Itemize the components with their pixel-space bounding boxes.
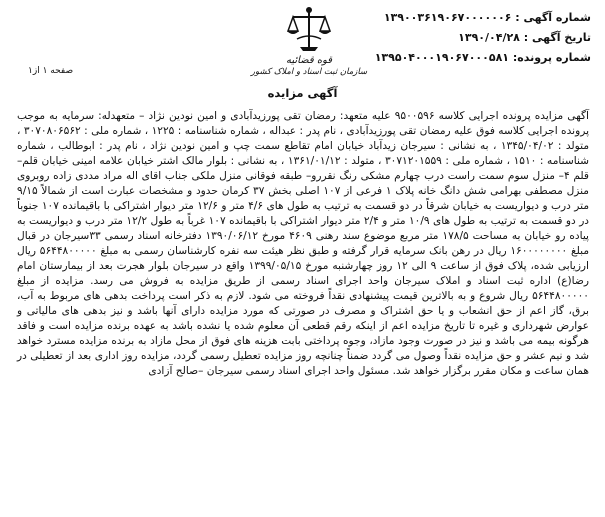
logo-title: قوه قضائیه	[285, 55, 333, 66]
judiciary-logo	[234, 5, 384, 87]
auction-notice-body: آگهی مزایده پرونده اجرایی کلاسه ۹۵۰۰۵۹۶ علیه متعهد: رمضان تقی پورزیدآبادی و امین نودین نژاد – متعهدله: سرمایه به موجب پرونده اجرایی کلاسه فوق علیه رمضان تقی پورزیدآبادی ، نام پدر : عبداله ، شماره شناسنامه : ۱۲۲۵ ، شماره ملی : ۳۰۷۰۸۰۶۵۶۲ ، متولد : ۱۳۴۵/۰۴/۰۲ ، به نشانی : سیرجان زیدآباد خیابان امام تقاطع سمت چپ و امین نودین نژاد ، نام پدر : ابوطالب ، شماره شناسنامه : ۱۵۱۰ ، شماره ملی : ۳۰۷۱۲۰۱۵۵۹ ، متولد : ۱۳۶۱/۰۱/۱۲ ، به نشانی : بلوار مالک اشتر خیابان علامه امینی خیابان قلم– قلم ۴– منزل سوم سمت راست درب چهارم مشکی رنگ نقررو– طبقه فوقانی منزل ملکی جناب اقای اله مراد مددی زاده روبروی منزل مصطفی بهرامی شش دانگ خانه پلاک ۱ فرعی از ۱۰۷ اصلی بخش ۳۷ کرمان حدود و مشخصات عبارت است از شمالاً ۹/۱۵ متر درب و دیواریست به خیابان شرقاً در دو قسمت به ترتیب به طول های ۴/۶ متر و ۱۲/۶ متر دیوار اشتراکی با باقیمانده ۱۰۷ جنوباً در دو قسمت به ترتیب به طول های ۱۰/۹ متر و ۲/۴ متر دیوار اشتراکی با باقیمانده ۱۰۷ غرباً به طول ۱۲/۲ متر درب و دیواریست به پیاده رو خیابان به مساحت ۱۷۸/۵ متر مربع موضوع سند رهنی ۴۶۰۹ مورخ ۱۳۹۰/۰۶/۱۲ دفترخانه اسناد رسمی ۳۳سیرجان در قبال مبلغ ۱۶۰۰۰۰۰۰۰۰ ریال در رهن بانک سرمایه قرار گرفته و طبق نظر هیئت سه نفره کارشناسان رسمی به مبلغ ۵۶۴۴۸۰۰۰۰۰ ریال ارزیابی شده، پلاک فوق از ساعت ۹ الی ۱۲ روز چهارشنبه مورخ ۱۳۹۹/۰۵/۱۵ واقع در سیرجان بلوار هجرت بعد از بیمارستان امام رضا(ع) اداره ثبت اسناد و املاک سیرجان واحد اجرای اسناد رسمی از طریق مزایده به فروش می رسد. مزایده از مبلغ ۵۶۴۴۸۰۰۰۰۰ ریال شروع و به بالاترین قیمت پیشنهادی نقداً فروخته می شود. لازم به ذکر است پرداخت بدهی های مربوط به آب، برق، گاز اعم از حق انشعاب و یا حق اشتراک و مصرف در صورتی که مورد مزایده دارای آنها باشد و نیز بدهی های مالیاتی و عوارض شهرداری و غیره تا تاریخ مزایده اعم از اینکه رقم قطعی آن معلوم شده یا نشده باشد به عهده برنده مزایده است و فاقد هرگونه بیمه می باشد و نیز در صورت وجود مازاد، وجوه پرداختی بابت هزینه های فوق از محل مازاد به برنده مزایده مسترد خواهد شد و نیم عشر و حق مزایده نقداً وصول می گردد ضمناً چنانچه روز مزایده تعطیل رسمی گردد، مزایده روز اداری بعد از تعطیلی در همان ساعت و مکان مقرر برگزار خواهد شد. مسئول واحد اجرای اسناد رسمی سیرجان –صالح آزادی	[17, 110, 590, 377]
scales-emblem-icon	[285, 5, 333, 55]
document-title: آگهی مزایده	[267, 86, 338, 100]
logo-subtitle: سازمان ثبت اسناد و املاک کشور	[250, 67, 368, 77]
ad-meta	[375, 8, 591, 68]
ad-number: شماره آگهی : ۱۳۹۰۰۳۶۱۹۰۶۷۰۰۰۰۰۰۶	[383, 11, 591, 24]
ad-date: تاریخ آگهی : ۱۳۹۰/۰۴/۲۸	[458, 31, 591, 44]
case-number: شماره پرونده: ۱۳۹۵۰۴۰۰۰۱۹۰۶۷۰۰۰۵۸۱	[374, 51, 591, 64]
page-number: صفحه ۱ از۱	[28, 66, 74, 76]
